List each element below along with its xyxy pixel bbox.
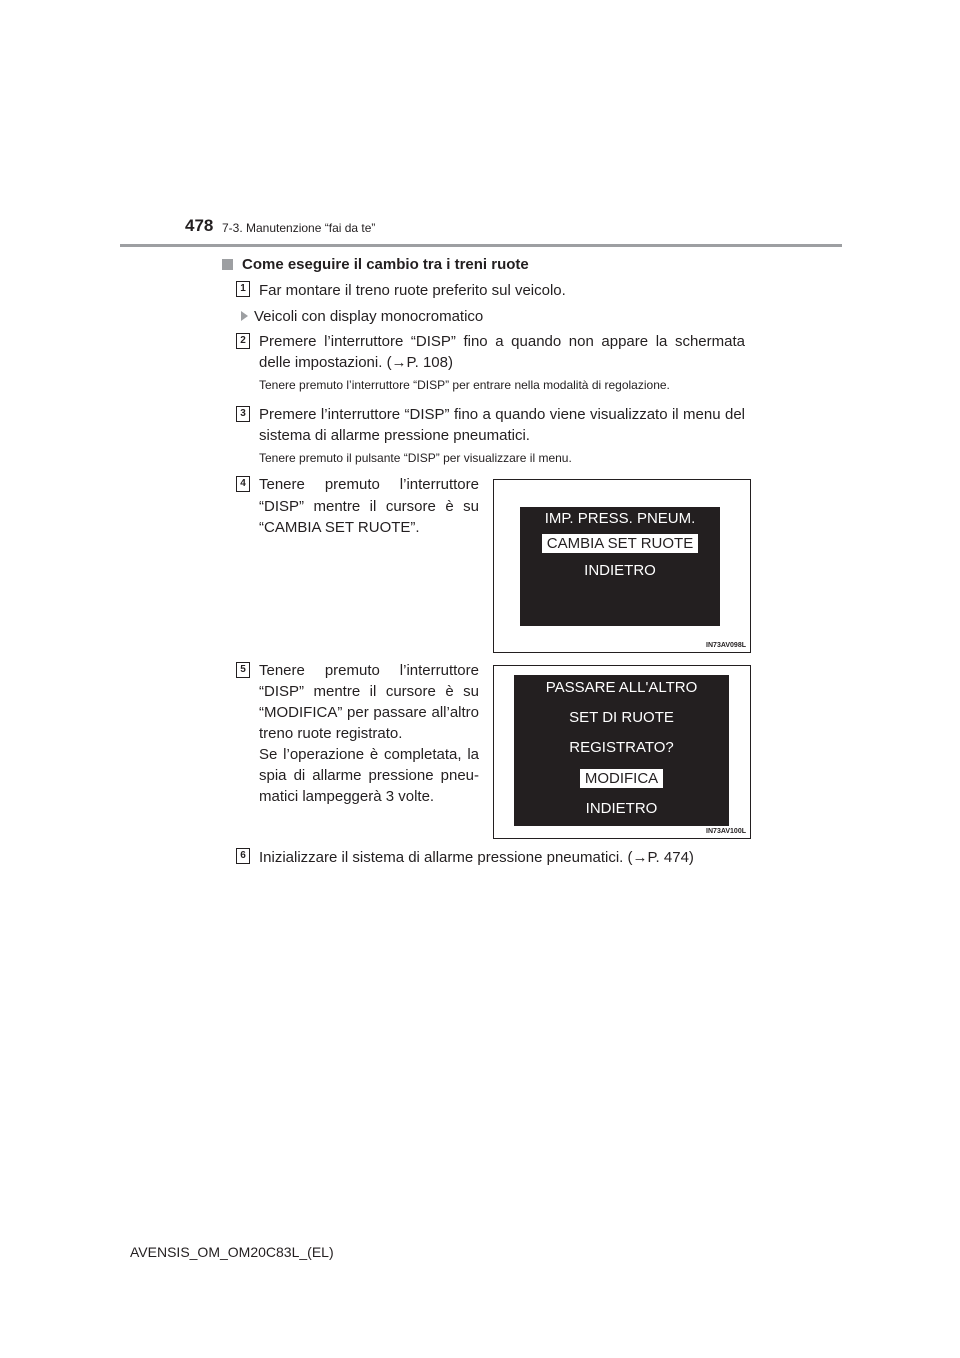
condition-text: Veicoli con display monocromatico [254,308,484,325]
cursor-highlight-2: MODIFICA [580,769,663,788]
step-number-1: 1 [236,281,250,297]
menu-title: IMP. PRESS. PNEUM. [544,510,696,527]
page-number: 478 [185,216,214,235]
step-number-6: 6 [236,848,250,864]
menu-item-back-2: INDIETRO [585,800,658,817]
prompt-line-2: SET DI RUOTE [569,709,674,726]
step-6-text: Inizializzare il sistema di allarme pressione pneumatici. (→P. 474) [259,849,694,866]
square-bullet-icon [222,259,233,270]
cursor-highlight: CAMBIA SET RUOTE [542,534,698,553]
step-4-text: Tenere premuto l’interruttore “DISP” mentre il cursore è su “CAMBIA SET RUOTE”. [259,476,479,536]
figure-code: IN73AV098L [706,642,746,649]
section-title: 7-3. Manutenzione “fai da te” [222,221,376,235]
document-code-footer: AVENSIS_OM_OM20C83L_(EL) [130,1244,334,1260]
step-2-note: Tenere premuto l’interruttore “DISP” per entrare nella modalità di regolazione. [259,378,670,392]
condition-label [241,306,483,327]
step-number-2: 2 [236,333,250,349]
step-5-result-text: Se l’operazione è completata, la spia di allarme pressione pneu-matici lampeggerà 3 volte. [259,746,479,805]
procedure-heading [222,256,529,273]
step-1-text: Far montare il treno ruote preferito sul veicolo. [259,282,566,299]
step-number-5: 5 [236,662,250,678]
step-3-note: Tenere premuto il pulsante “DISP” per visualizzare il menu. [259,451,572,465]
step-number-3: 3 [236,406,250,422]
figure-tire-pressure-menu [493,479,751,653]
header-rule [120,244,842,247]
triangle-bullet-icon [241,311,248,321]
step-3-text: Premere l’interruttore “DISP” fino a quando viene visualizzato il menu del sistema di allarme pressione pneumatici. [259,406,745,444]
step-number-4: 4 [236,476,250,492]
figure-code-2: IN73AV100L [706,828,746,835]
prompt-line-1: PASSARE ALL'ALTRO [545,679,698,696]
step-5-text: Tenere premuto l’interruttore “DISP” mentre il cursore è su “MODIFICA” per passare all’altro treno ruote registrato. [259,662,479,742]
menu-item-back: INDIETRO [584,562,656,579]
figure-change-wheel-set [493,665,751,839]
menu-item-selected [520,535,720,552]
display-screen-2 [514,675,729,826]
prompt-line-3: REGISTRATO? [569,739,674,756]
heading-text: Come eseguire il cambio tra i treni ruote [242,256,529,273]
menu-item-selected-2 [514,770,729,787]
step-2-text: Premere l’interruttore “DISP” fino a quando non appare la schermata delle impostazioni. (→P. 108) [259,333,745,371]
display-screen [520,507,720,626]
